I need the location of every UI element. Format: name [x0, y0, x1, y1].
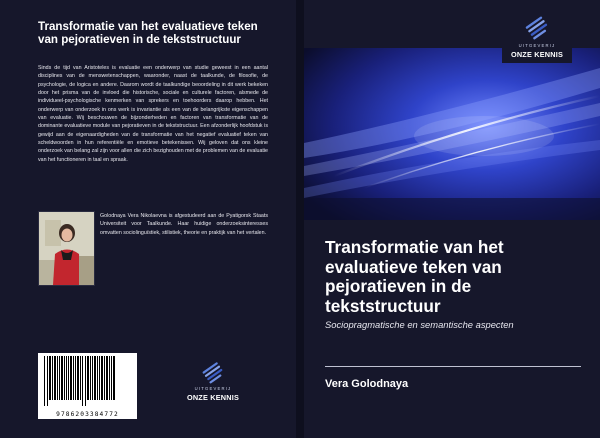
barcode-bar — [111, 356, 112, 400]
cover-artwork — [304, 48, 600, 220]
barcode-bar — [99, 356, 100, 400]
book-spine — [296, 0, 304, 438]
barcode-bar — [87, 356, 89, 400]
barcode-digits: 9786203384772 — [56, 411, 119, 418]
barcode-bar — [97, 356, 98, 400]
barcode-bar — [49, 356, 51, 400]
barcode-bar — [61, 356, 63, 400]
barcode-bar — [66, 356, 67, 400]
author-bio: Golodnaya Vera Nikolaevna is afgestudeerd aan de Pyatigorsk Staats Universiteit voor Taalkunde. Haar huidige onderzoeksinteresses omvatten sociolinguïstiek, stilistiek, theorie en praktijk van het vertalen. — [100, 213, 268, 236]
back-cover-title: Transformatie van het evaluatieve teken van pejoratieven in de tekststructuur — [38, 20, 258, 46]
barcode-bar — [80, 356, 81, 400]
barcode-bar — [73, 356, 74, 400]
barcode-bar — [75, 356, 76, 400]
front-cover-subtitle: Sociopragmatische en semantische aspecten — [325, 319, 514, 330]
publisher-logo-back — [178, 360, 248, 406]
barcode-bar — [90, 356, 91, 400]
barcode-bar — [64, 356, 65, 400]
publisher-logo-front — [502, 11, 572, 63]
barcode-bar — [113, 356, 115, 400]
publisher-stripes-icon — [524, 14, 550, 40]
publisher-small-label: UITGEVERIJ — [518, 43, 556, 48]
barcode-bar — [77, 356, 79, 400]
barcode-bar — [52, 356, 53, 400]
publisher-name: ONZE KENNIS — [186, 393, 240, 402]
publisher-small-label: UITGEVERIJ — [194, 386, 232, 391]
barcode-bar — [57, 356, 58, 400]
front-cover-author: Vera Golodnaya — [325, 378, 409, 390]
isbn-barcode — [38, 353, 137, 419]
divider — [325, 366, 581, 367]
barcode-bar — [54, 356, 56, 400]
barcode-bar — [92, 356, 93, 400]
barcode-bar — [59, 356, 60, 400]
barcode-bar — [101, 356, 103, 400]
barcode-bar — [94, 356, 96, 400]
barcode-bar — [106, 356, 108, 400]
publisher-name: ONZE KENNIS — [510, 50, 564, 59]
publisher-stripes-icon — [201, 360, 225, 384]
barcode-bar — [68, 356, 69, 400]
back-cover-blurb: Sinds de tijd van Aristoteles is evaluatie een onderwerp van studie geweest in een aantal disciplines van de menswetenschappen, waaronder, naast de taalkunde, de filosofie, de psychologie, de logica en andere. Daarom wordt de taalkundige beoordeling in dit werk bekeken door het prisma van de invloed die historische, sociale en culturele factoren, alsmede de individueel-psychologische kenmerken van sprekers en toehoorders daarop hebben. Het onderwerp van onderzoek in ons werk is invariantie als een van de belangrijkste eigenschappen van evaluatie. Wij beschouwen de bijzonderheden en factoren van transformatie van de dominante evaluatieve module van pejoratieven in de tekststructuur. Een afzonderlijk hoofdstuk is gewijd aan de eigenaardigheden van de transformatie van het negatief evaluatief teken van scheldwoorden in hun referentiële en emotieve betekenissen. Wij geloven dat ons kleine onderzoek van belang zal zijn voor allen die zich bezighouden met de problemen van de evaluatie van het functioneren in taal en spraak. — [38, 65, 268, 163]
barcode-bar — [104, 356, 105, 400]
front-cover-title: Transformatie van het evaluatieve teken van pejoratieven in de tekststructuur — [325, 237, 504, 316]
barcode-bar — [70, 356, 72, 400]
barcode-bar — [109, 356, 110, 400]
author-photo — [38, 211, 95, 286]
